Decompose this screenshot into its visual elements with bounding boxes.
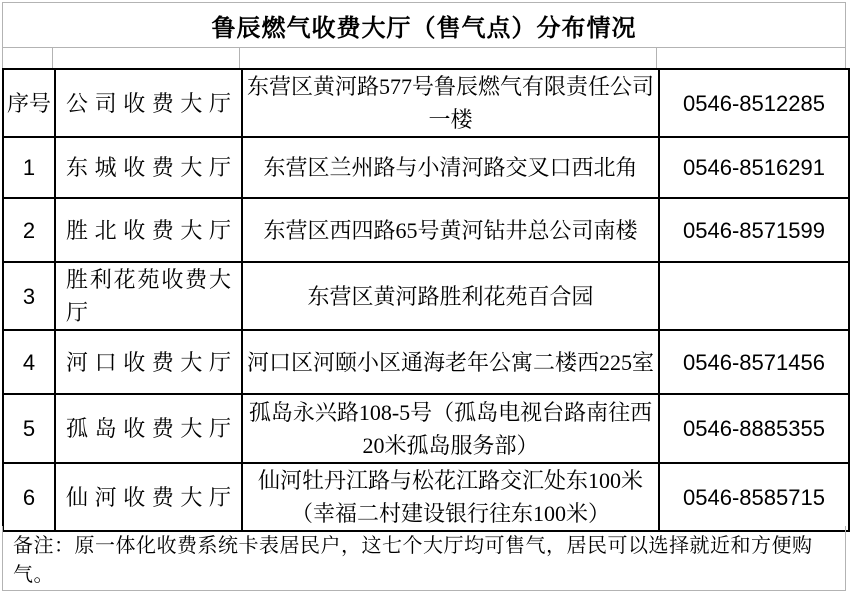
cell-name: 孤岛收费大厅	[55, 394, 242, 463]
cell-no: 4	[3, 330, 55, 394]
cell-phone: 0546-8571456	[659, 330, 849, 394]
table-row	[3, 69, 849, 137]
spacer-cell	[657, 48, 845, 68]
footnote: 备注：原一体化收费系统卡表居民户，这七个大厅均可售气，居民可以选择就近和方便购气。	[13, 535, 813, 586]
footnote-row	[2, 526, 846, 591]
cell-name: 东城收费大厅	[55, 137, 242, 198]
cell-phone: 0546-8571599	[659, 198, 849, 262]
page-title: 鲁辰燃气收费大厅（售气点）分布情况	[211, 15, 637, 42]
cell-name: 胜利花苑收费大厅	[55, 262, 242, 330]
table-row	[3, 137, 849, 198]
cell-no: 2	[3, 198, 55, 262]
cell-no: 序号	[3, 69, 55, 137]
cell-name: 河口收费大厅	[55, 330, 242, 394]
spacer-cell	[53, 48, 240, 68]
distribution-table	[2, 68, 850, 532]
cell-address: 河口区河颐小区通海老年公寓二楼西225室	[242, 330, 659, 394]
cell-address: 东营区兰州路与小清河路交叉口西北角	[242, 137, 659, 198]
cell-address: 东营区黄河路胜利花苑百合园	[242, 262, 659, 330]
table-body	[3, 69, 849, 531]
cell-name: 胜北收费大厅	[55, 198, 242, 262]
table-row	[3, 262, 849, 330]
spacer-cell	[240, 48, 657, 68]
title-area	[2, 2, 846, 47]
cell-no: 3	[3, 262, 55, 330]
cell-phone: 0546-8585715	[659, 463, 849, 531]
spacer-cell	[3, 48, 53, 68]
cell-name: 公司收费大厅	[55, 69, 242, 137]
table-row	[3, 198, 849, 262]
table-row	[3, 463, 849, 531]
cell-no: 5	[3, 394, 55, 463]
cell-address: 孤岛永兴路108-5号（孤岛电视台路南往西20米孤岛服务部）	[242, 394, 659, 463]
cell-phone: 0546-8516291	[659, 137, 849, 198]
cell-address: 东营区西四路65号黄河钻井总公司南楼	[242, 198, 659, 262]
table-row	[3, 394, 849, 463]
cell-no: 1	[3, 137, 55, 198]
cell-phone: 0546-8512285	[659, 69, 849, 137]
cell-name: 仙河收费大厅	[55, 463, 242, 531]
cell-address: 东营区黄河路577号鲁辰燃气有限责任公司一楼	[242, 69, 659, 137]
cell-no: 6	[3, 463, 55, 531]
cell-phone	[659, 262, 849, 330]
empty-spacer-row	[2, 47, 846, 68]
table-row	[3, 330, 849, 394]
cell-phone: 0546-8885355	[659, 394, 849, 463]
cell-address: 仙河牡丹江路与松花江路交汇处东100米（幸福二村建设银行往东100米）	[242, 463, 659, 531]
